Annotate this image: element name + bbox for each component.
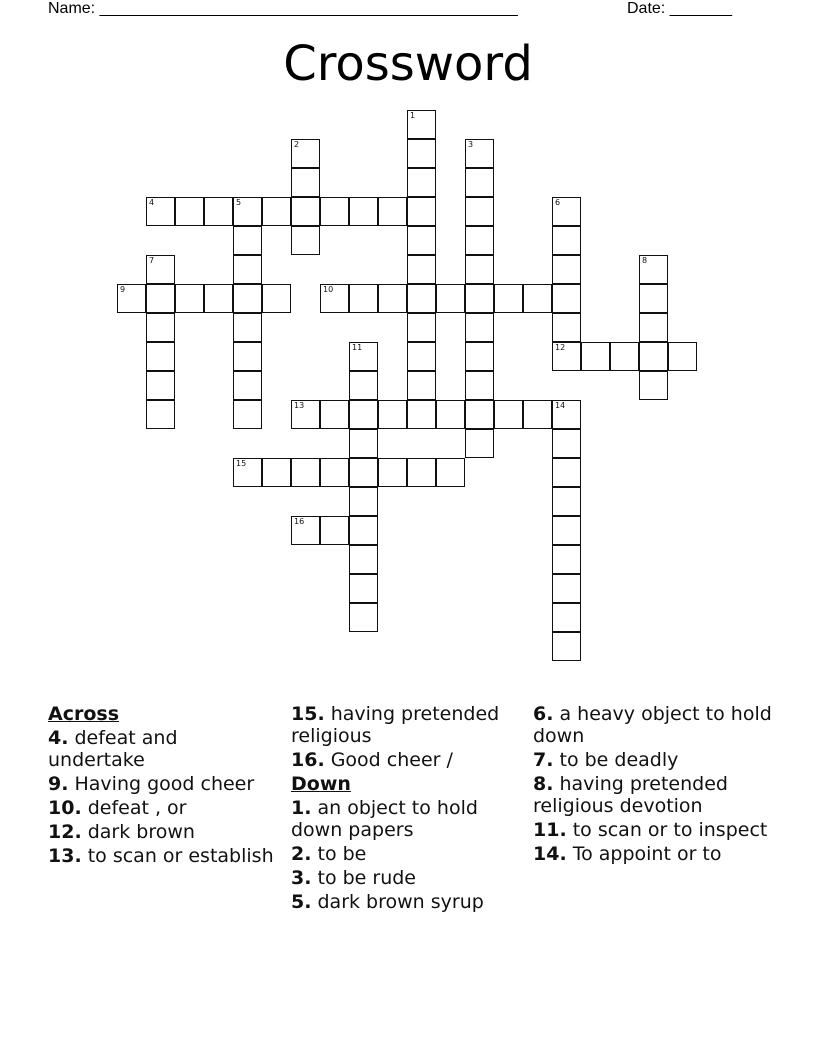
grid-cell[interactable]: [407, 139, 436, 168]
grid-cell[interactable]: [610, 342, 639, 371]
grid-cell[interactable]: [320, 284, 349, 313]
grid-cell[interactable]: [523, 400, 552, 429]
grid-cell[interactable]: [378, 400, 407, 429]
grid-cell[interactable]: [175, 284, 204, 313]
grid-cell[interactable]: [465, 313, 494, 342]
cell-number: 13: [294, 401, 305, 410]
clue-down-5: [291, 891, 526, 913]
clue-text: an object to hold down papers: [291, 797, 478, 841]
clues-column-1: [48, 703, 278, 869]
clue-number: 8.: [533, 773, 554, 795]
grid-cell[interactable]: [378, 284, 407, 313]
grid-cell[interactable]: [233, 458, 262, 487]
grid-cell[interactable]: [349, 197, 378, 226]
grid-cell[interactable]: [552, 255, 581, 284]
clue-number: 15.: [291, 703, 325, 725]
clue-number: 16.: [291, 749, 325, 771]
grid-cell[interactable]: [436, 284, 465, 313]
grid-cell[interactable]: [378, 458, 407, 487]
grid-cell[interactable]: [320, 197, 349, 226]
clue-down-11: [533, 819, 773, 841]
clue-number: 5.: [291, 891, 312, 913]
grid-cell[interactable]: [552, 545, 581, 574]
grid-cell[interactable]: [552, 400, 581, 429]
grid-cell[interactable]: [407, 313, 436, 342]
cell-number: 3: [468, 140, 474, 149]
grid-cell[interactable]: [552, 632, 581, 661]
clue-text: defeat , or: [81, 797, 187, 819]
grid-cell[interactable]: [552, 487, 581, 516]
grid-cell[interactable]: [233, 226, 262, 255]
grid-cell[interactable]: [146, 255, 175, 284]
clue-across-13: [48, 845, 278, 867]
cell-number: 5: [236, 198, 242, 207]
clue-across-9: [48, 773, 278, 795]
grid-cell[interactable]: [436, 458, 465, 487]
clue-text: defeat and undertake: [48, 727, 178, 771]
grid-cell[interactable]: [349, 545, 378, 574]
grid-cell[interactable]: [552, 429, 581, 458]
clue-down-6: [533, 703, 773, 747]
cell-number: 2: [294, 140, 300, 149]
grid-cell[interactable]: [465, 284, 494, 313]
grid-cell[interactable]: [552, 197, 581, 226]
cell-number: 4: [149, 198, 155, 207]
clue-down-7: [533, 749, 773, 771]
clue-text: to be deadly: [553, 749, 679, 771]
clue-across-10: [48, 797, 278, 819]
grid-cell[interactable]: [320, 516, 349, 545]
grid-cell[interactable]: [291, 400, 320, 429]
clue-text: to be rude: [311, 867, 416, 889]
grid-cell[interactable]: [233, 342, 262, 371]
grid-cell[interactable]: [349, 603, 378, 632]
grid-cell[interactable]: [465, 168, 494, 197]
grid-cell[interactable]: [639, 313, 668, 342]
grid-cell[interactable]: [465, 197, 494, 226]
clues-column-3: [533, 703, 773, 867]
cell-number: 8: [642, 256, 648, 265]
grid-cell[interactable]: [291, 226, 320, 255]
cell-number: 9: [120, 285, 126, 294]
cell-number: 16: [294, 517, 305, 526]
grid-cell[interactable]: [349, 429, 378, 458]
clue-across-4: [48, 727, 278, 771]
clue-across-16: [291, 749, 526, 771]
grid-cell[interactable]: [436, 400, 465, 429]
clue-number: 14.: [533, 843, 567, 865]
clue-text: To appoint or to: [566, 843, 722, 865]
across-heading: Across: [48, 703, 120, 725]
grid-cell[interactable]: [552, 226, 581, 255]
clue-number: 3.: [291, 867, 312, 889]
grid-cell[interactable]: [465, 429, 494, 458]
grid-cell[interactable]: [639, 284, 668, 313]
grid-cell[interactable]: [233, 197, 262, 226]
clue-text: having pretended religious: [291, 703, 500, 747]
clue-text: dark brown syrup: [311, 891, 484, 913]
grid-cell[interactable]: [639, 342, 668, 371]
grid-cell[interactable]: [668, 342, 697, 371]
grid-cell[interactable]: [581, 342, 610, 371]
grid-cell[interactable]: [407, 255, 436, 284]
clue-number: 2.: [291, 843, 312, 865]
cell-number: 11: [352, 343, 363, 352]
grid-cell[interactable]: [146, 197, 175, 226]
grid-cell[interactable]: [291, 168, 320, 197]
grid-cell[interactable]: [349, 516, 378, 545]
grid-cell[interactable]: [204, 197, 233, 226]
grid-cell[interactable]: [320, 400, 349, 429]
clue-number: 4.: [48, 727, 69, 749]
grid-cell[interactable]: [407, 168, 436, 197]
grid-cell[interactable]: [349, 284, 378, 313]
grid-cell[interactable]: [378, 197, 407, 226]
grid-cell[interactable]: [204, 284, 233, 313]
clue-down-1: [291, 797, 526, 841]
clue-across-12: [48, 821, 278, 843]
grid-cell[interactable]: [146, 342, 175, 371]
grid-cell[interactable]: [262, 458, 291, 487]
grid-cell[interactable]: [552, 342, 581, 371]
clue-text: to be: [311, 843, 367, 865]
grid-cell[interactable]: [407, 400, 436, 429]
grid-cell[interactable]: [465, 342, 494, 371]
clue-number: 7.: [533, 749, 554, 771]
grid-cell[interactable]: [494, 284, 523, 313]
grid-cell[interactable]: [552, 458, 581, 487]
clue-text: to scan or establish: [81, 845, 274, 867]
clue-text: Good cheer /: [324, 749, 453, 771]
grid-cell[interactable]: [349, 487, 378, 516]
grid-cell[interactable]: [552, 516, 581, 545]
grid-cell[interactable]: [407, 458, 436, 487]
clue-number: 9.: [48, 773, 69, 795]
grid-cell[interactable]: [523, 284, 552, 313]
grid-cell[interactable]: [494, 400, 523, 429]
grid-cell[interactable]: [639, 371, 668, 400]
clue-number: 6.: [533, 703, 554, 725]
grid-cell[interactable]: [233, 284, 262, 313]
clue-text: having pretended religious devotion: [533, 773, 728, 817]
grid-cell[interactable]: [233, 255, 262, 284]
grid-cell[interactable]: [291, 458, 320, 487]
grid-cell[interactable]: [233, 371, 262, 400]
grid-cell[interactable]: [407, 197, 436, 226]
clue-across-15: [291, 703, 526, 747]
clue-down-2: [291, 843, 526, 865]
clue-number: 1.: [291, 797, 312, 819]
name-field-label: Name: _______________________________________________: [48, 0, 518, 17]
grid-cell[interactable]: [175, 197, 204, 226]
grid-cell[interactable]: [262, 197, 291, 226]
grid-cell[interactable]: [349, 458, 378, 487]
clue-number: 12.: [48, 821, 82, 843]
grid-cell[interactable]: [349, 400, 378, 429]
clue-down-14: [533, 843, 773, 865]
page-title: Crossword: [283, 36, 533, 92]
grid-cell[interactable]: [407, 371, 436, 400]
grid-cell[interactable]: [465, 255, 494, 284]
grid-cell[interactable]: [552, 284, 581, 313]
grid-cell[interactable]: [117, 284, 146, 313]
grid-cell[interactable]: [639, 255, 668, 284]
clue-text: Having good cheer: [68, 773, 255, 795]
cell-number: 1: [410, 111, 416, 120]
cell-number: 15: [236, 459, 247, 468]
down-heading: Down: [291, 773, 351, 795]
clue-down-3: [291, 867, 526, 889]
cell-number: 6: [555, 198, 561, 207]
grid-cell[interactable]: [407, 342, 436, 371]
grid-cell[interactable]: [407, 226, 436, 255]
grid-cell[interactable]: [146, 400, 175, 429]
grid-cell[interactable]: [146, 313, 175, 342]
clue-down-8: [533, 773, 773, 817]
grid-cell[interactable]: [552, 574, 581, 603]
grid-cell[interactable]: [320, 458, 349, 487]
grid-cell[interactable]: [233, 400, 262, 429]
grid-cell[interactable]: [349, 574, 378, 603]
clues-column-2: [291, 703, 526, 915]
grid-cell[interactable]: [262, 284, 291, 313]
grid-cell[interactable]: [291, 139, 320, 168]
clue-number: 11.: [533, 819, 567, 841]
grid-cell[interactable]: [552, 603, 581, 632]
grid-cell[interactable]: [465, 400, 494, 429]
grid-cell[interactable]: [349, 342, 378, 371]
clue-text: to scan or to inspect: [566, 819, 768, 841]
cell-number: 12: [555, 343, 566, 352]
grid-cell[interactable]: [465, 139, 494, 168]
grid-cell[interactable]: [407, 110, 436, 139]
grid-cell[interactable]: [465, 226, 494, 255]
grid-cell[interactable]: [146, 371, 175, 400]
cell-number: 10: [323, 285, 334, 294]
clue-number: 13.: [48, 845, 82, 867]
grid-cell[interactable]: [146, 284, 175, 313]
clue-text: a heavy object to hold down: [533, 703, 772, 747]
grid-cell[interactable]: [407, 284, 436, 313]
grid-cell[interactable]: [552, 313, 581, 342]
date-field-label: Date: _______: [627, 0, 732, 17]
grid-cell[interactable]: [291, 197, 320, 226]
cell-number: 14: [555, 401, 566, 410]
cell-number: 7: [149, 256, 155, 265]
clue-text: dark brown: [81, 821, 195, 843]
grid-cell[interactable]: [291, 516, 320, 545]
grid-cell[interactable]: [233, 313, 262, 342]
grid-cell[interactable]: [465, 371, 494, 400]
grid-cell[interactable]: [349, 371, 378, 400]
clue-number: 10.: [48, 797, 82, 819]
